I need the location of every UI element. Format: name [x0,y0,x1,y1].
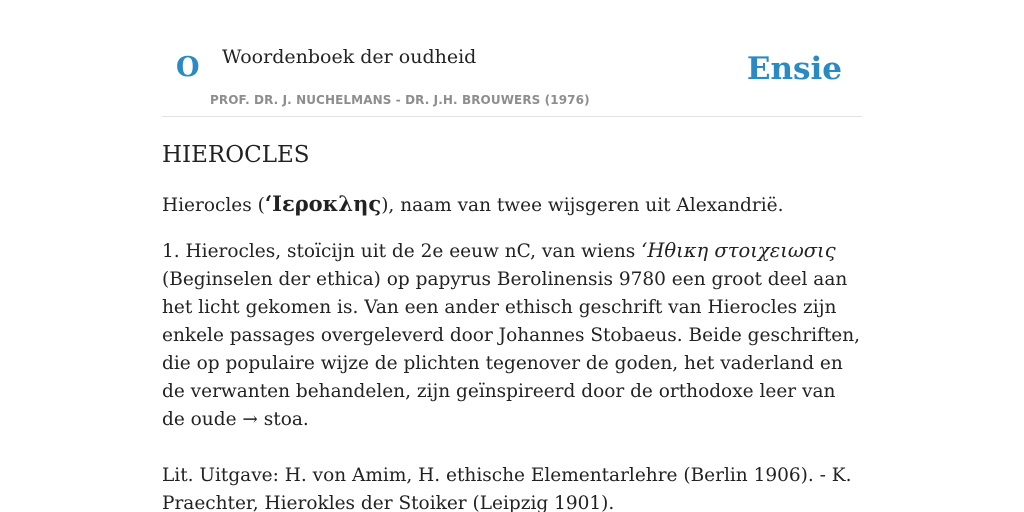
entry-intro [162,190,862,220]
entry-paragraph [162,237,862,434]
paragraph-text-start: 1. Hierocles, stoïcijn uit de 2e eeuw nC, van wiens [162,241,642,262]
book-authors: PROF. DR. J. NUCHELMANS - DR. J.H. BROUWERS (1976) [210,93,590,107]
ensie-logo[interactable]: Ensie [746,51,842,87]
entry-content [162,140,862,512]
literature-reference: Lit. Uitgave: H. von Amim, H. ethische Elementarlehre (Berlin 1906). - K. Praechter, Hierokles der Stoiker (Leipzig 1901). [162,465,852,512]
greek-name: ‘Ιεροκλης [264,191,382,216]
book-title: Woordenboek der oudheid [222,46,477,68]
intro-text-end: ), naam van twee wijsgeren uit Alexandrië. [381,195,784,216]
entry-title: HIEROCLES [162,142,310,168]
intro-text-start: Hierocles ( [162,195,265,216]
letter-index-link[interactable]: O [176,52,200,83]
greek-work-title: ‘Ηθικη στοιχειωσις [641,239,836,262]
dictionary-header [162,0,862,117]
paragraph-text-end: (Beginselen der ethica) op papyrus Berolinensis 9780 een groot deel aan het licht gekomen is. Van een ander ethisch geschrift van Hierocles zijn enkele passages overgeleverd door Johannes Stobaeus. Beide geschriften, die op populaire wijze de plichten tegenover de goden, het vaderland en de verwanten behandelen, zijn geïnspireerd door de orthodoxe leer van de oude → stoa. [162,269,861,430]
